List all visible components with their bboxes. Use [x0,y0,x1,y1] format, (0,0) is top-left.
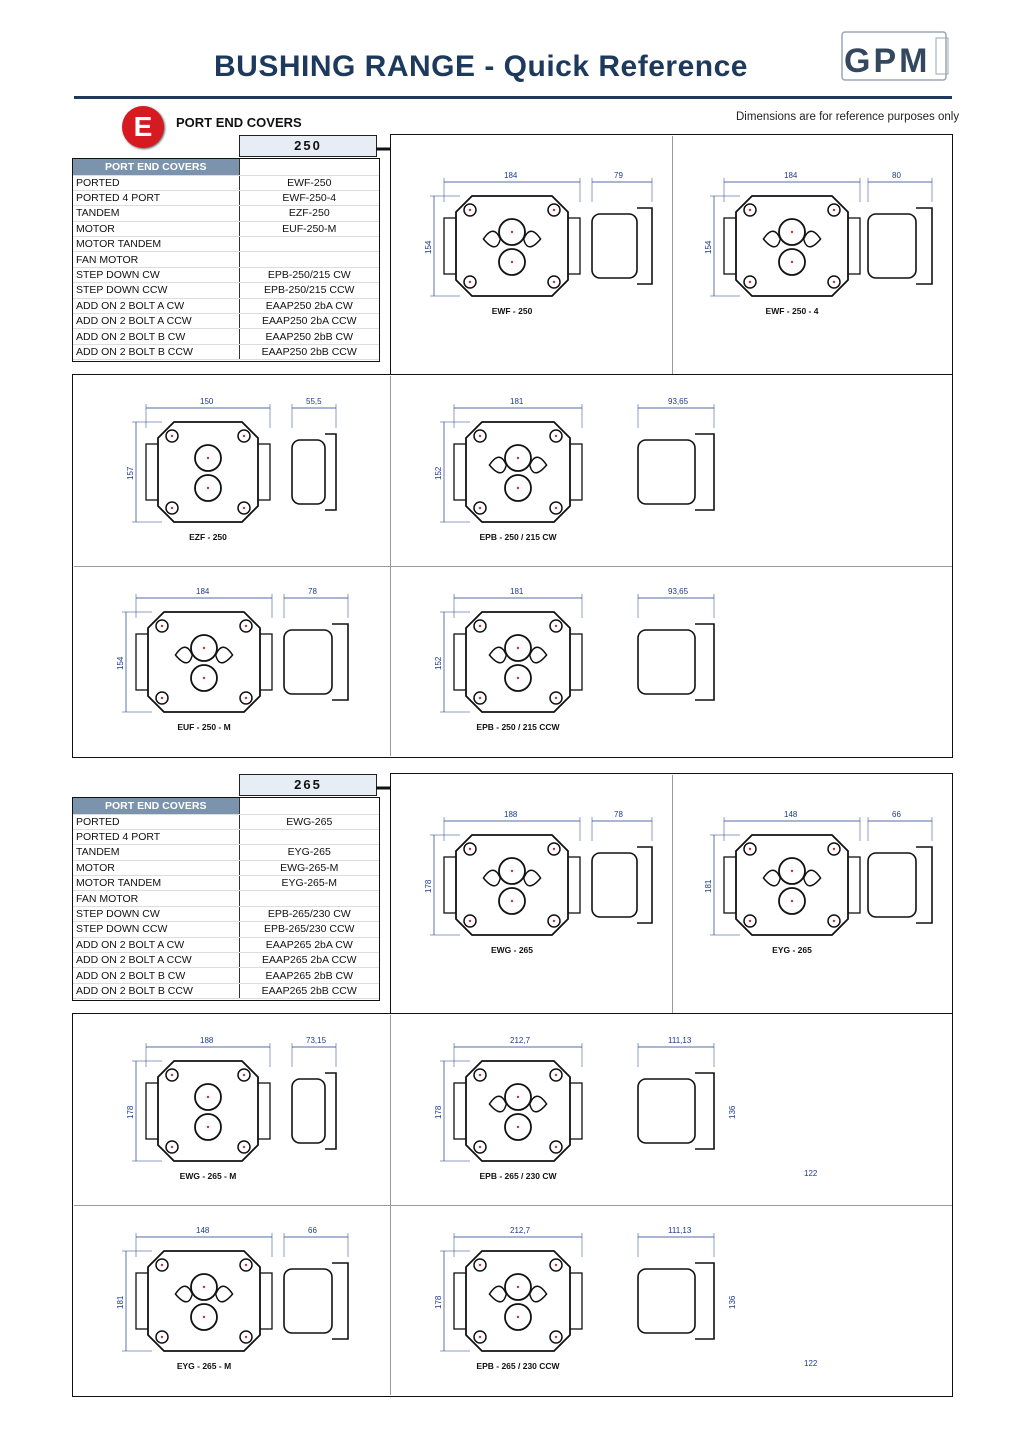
depth-dimension: 111,13 [668,1226,692,1235]
table-row [73,329,379,344]
depth-dimension: 111,13 [668,1036,692,1045]
cover-drawing [392,775,672,1013]
depth-dimension: 93,65 [668,587,689,596]
table-row [73,344,379,359]
part-code-cell: EAAP250 2bB CW [239,329,379,344]
range-265-title: 265 [239,774,377,796]
part-code-cell: EAAP265 2bB CW [239,968,379,983]
cover-type-cell: MOTOR TANDEM [73,237,239,252]
part-code-cell: EPB-250/215 CCW [239,283,379,298]
width-dimension: 148 [784,810,798,819]
panel-divider [672,775,673,1013]
part-code-cell: EAAP250 2bB CCW [239,344,379,359]
height-dimension: 181 [116,1295,125,1309]
bolt-spacing-dimension: 122 [804,1359,818,1368]
gpm-logo [836,28,952,86]
width-dimension: 150 [200,397,214,406]
part-code-cell: EAAP265 2bA CCW [239,953,379,968]
cover-type-cell: STEP DOWN CW [73,267,239,282]
depth-dimension: 55,5 [306,397,322,406]
drawing-caption: EPB - 265 / 230 CCW [476,1361,560,1371]
cover-type-cell: ADD ON 2 BOLT B CW [73,968,239,983]
cover-drawing [672,136,952,374]
table-row [73,314,379,329]
width-dimension: 212,7 [510,1036,531,1045]
height-dimension: 154 [116,656,125,670]
depth-dimension: 66 [308,1226,317,1235]
table-row [73,298,379,313]
table-row [73,968,379,983]
width-dimension: 184 [196,587,210,596]
part-code-cell: EYG-265-M [239,876,379,891]
range-265-table [72,797,380,1001]
drawing-caption: EPB - 265 / 230 CW [479,1171,557,1181]
table-row [73,283,379,298]
height-dimension: 154 [424,240,433,254]
height-dimension: 136 [728,1295,737,1309]
cover-type-cell: ADD ON 2 BOLT B CW [73,329,239,344]
width-dimension: 181 [510,397,524,406]
table-row [73,937,379,952]
range-250-table-grid [73,159,379,360]
drawing-caption: EYG - 265 [772,945,812,955]
drawing-caption: EWF - 250 - 4 [765,306,819,316]
part-code-cell [239,829,379,844]
depth-dimension: 93,65 [668,397,689,406]
range-265-table-grid [73,798,379,999]
height-dimension: 178 [424,879,433,893]
height-dimension: 136 [728,1105,737,1119]
depth-dimension: 80 [892,171,901,180]
disclaimer-note: Dimensions are for reference purposes only [736,111,960,123]
part-code-cell: EWF-250-4 [239,190,379,205]
drawing-caption: EPB - 250 / 215 CW [479,532,557,542]
height-dimension: 152 [434,466,443,480]
width-dimension: 184 [784,171,798,180]
drawing-caption: EWG - 265 [490,945,534,955]
cover-type-cell: ADD ON 2 BOLT B CCW [73,983,239,998]
table-row [73,829,379,844]
drawing-caption: EUF - 250 - M [177,722,231,732]
width-dimension: 212,7 [510,1226,531,1235]
depth-dimension: 66 [892,810,901,819]
height-dimension: 152 [434,656,443,670]
cover-type-cell: TANDEM [73,845,239,860]
range-250-table [72,158,380,362]
cover-type-cell: ADD ON 2 BOLT A CW [73,298,239,313]
drawing-caption: EPB - 250 / 215 CCW [476,722,560,732]
height-dimension: 178 [434,1105,443,1119]
width-dimension: 188 [200,1036,214,1045]
table-row [73,891,379,906]
cover-type-cell: PORTED 4 PORT [73,829,239,844]
part-code-cell: EWG-265-M [239,860,379,875]
table-row [73,845,379,860]
drawing-caption: EZF - 250 [189,532,227,542]
cover-type-cell: TANDEM [73,206,239,221]
height-dimension: 178 [434,1295,443,1309]
depth-dimension: 79 [614,171,623,180]
part-code-cell: EWF-250 [239,175,379,190]
drawing-caption: EYG - 265 - M [176,1361,232,1371]
table-row [73,237,379,252]
height-dimension: 181 [704,879,713,893]
cover-type-cell: PORTED [73,175,239,190]
part-code-cell: EAAP265 2bA CW [239,937,379,952]
cover-type-cell: ADD ON 2 BOLT A CCW [73,314,239,329]
cover-drawing [392,136,672,374]
table-row [73,175,379,190]
table-row [73,252,379,267]
cover-type-cell: ADD ON 2 BOLT A CW [73,937,239,952]
cover-type-cell: ADD ON 2 BOLT B CCW [73,344,239,359]
cover-type-cell: PORTED 4 PORT [73,190,239,205]
height-dimension: 157 [126,466,135,480]
panel-divider [74,566,952,567]
header-rule [74,96,952,99]
depth-dimension: 78 [308,587,317,596]
cover-type-cell: MOTOR [73,860,239,875]
part-code-cell: EAAP250 2bA CW [239,298,379,313]
cover-type-cell: STEP DOWN CCW [73,922,239,937]
range-250-title: 250 [239,135,377,157]
table-row [73,267,379,282]
depth-dimension: 78 [614,810,623,819]
cover-drawing [672,775,952,1013]
cover-type-cell: STEP DOWN CW [73,906,239,921]
table-row [73,860,379,875]
drawing-caption: EWF - 250 [491,306,533,316]
part-code-cell: EPB-265/230 CW [239,906,379,921]
panel-divider [74,1205,952,1206]
cover-type-cell: MOTOR TANDEM [73,876,239,891]
part-code-cell: EWG-265 [239,814,379,829]
width-dimension: 148 [196,1226,210,1235]
table-row [73,221,379,236]
table-row [73,876,379,891]
cover-type-cell: FAN MOTOR [73,252,239,267]
logo-text: GPM [844,42,931,80]
table-row [73,906,379,921]
cover-type-cell: STEP DOWN CCW [73,283,239,298]
table-header: PORT END COVERS [73,798,239,814]
cover-type-cell: FAN MOTOR [73,891,239,906]
page-title: BUSHING RANGE - Quick Reference [214,50,748,83]
table-row [73,983,379,998]
cover-type-cell: PORTED [73,814,239,829]
width-dimension: 181 [510,587,524,596]
part-code-cell: EPB-250/215 CW [239,267,379,282]
part-code-cell [239,891,379,906]
table-row [73,953,379,968]
width-dimension: 188 [504,810,518,819]
drawing-caption: EWG - 265 - M [179,1171,237,1181]
depth-dimension: 73,15 [306,1036,327,1045]
cover-type-cell: ADD ON 2 BOLT A CCW [73,953,239,968]
part-code-cell: EAAP250 2bA CCW [239,314,379,329]
bolt-spacing-dimension: 122 [804,1169,818,1178]
table-header: PORT END COVERS [73,159,239,175]
table-row [73,190,379,205]
part-code-cell [239,237,379,252]
part-code-cell: EYG-265 [239,845,379,860]
height-dimension: 178 [126,1105,135,1119]
height-dimension: 154 [704,240,713,254]
panel-divider [672,136,673,374]
section-badge: E [122,106,164,148]
table-row [73,206,379,221]
part-code-cell: EUF-250-M [239,221,379,236]
table-row [73,814,379,829]
part-code-cell [239,252,379,267]
width-dimension: 184 [504,171,518,180]
part-code-cell: EAAP265 2bB CCW [239,983,379,998]
table-row [73,922,379,937]
part-code-cell: EZF-250 [239,206,379,221]
part-code-cell: EPB-265/230 CCW [239,922,379,937]
section-label: PORT END COVERS [176,115,302,130]
cover-type-cell: MOTOR [73,221,239,236]
